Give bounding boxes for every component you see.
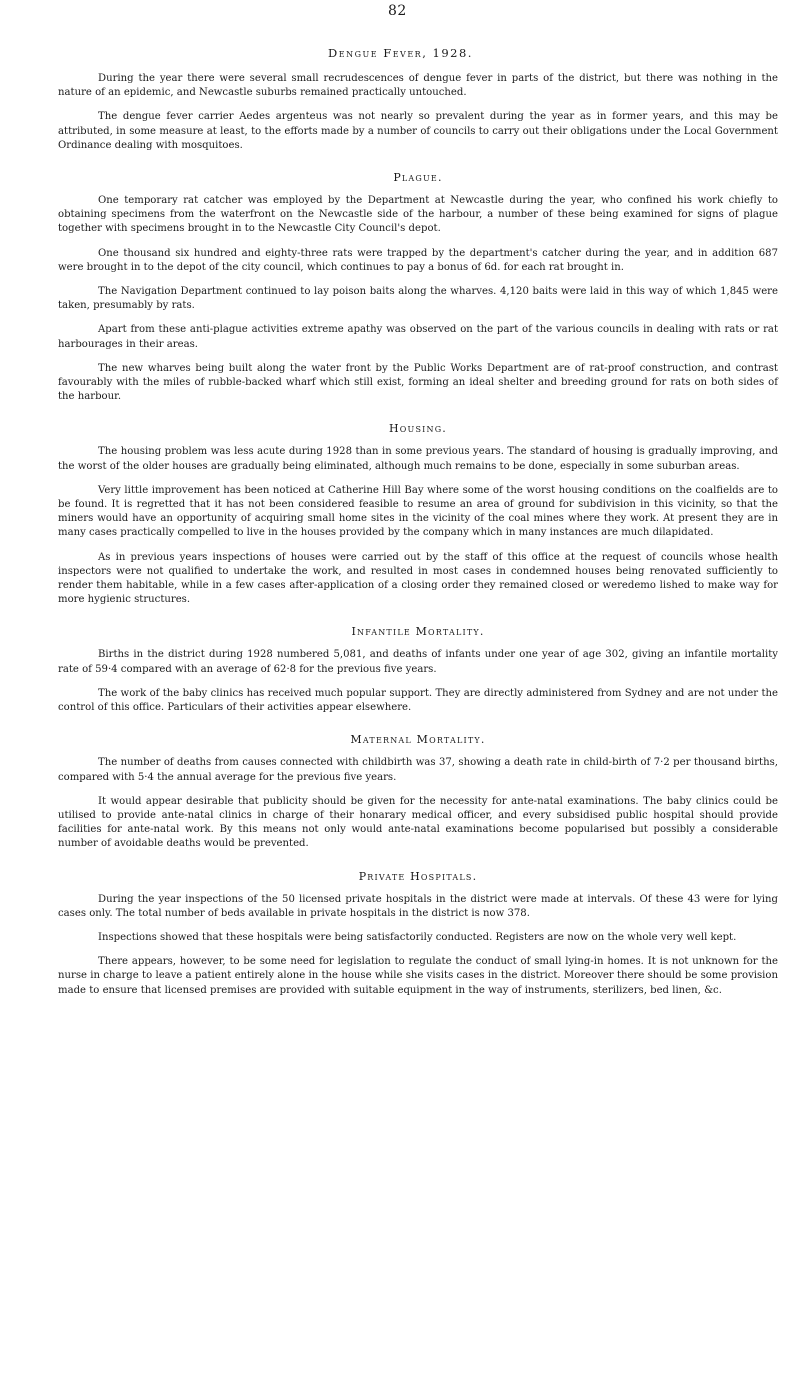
private-hospitals-paragraph: During the year inspections of the 50 licensed private hospitals in the district were made at intervals. Of these 43 were for lying cases only. The total number of beds available in private hospitals in the district is now 378. <box>58 893 778 919</box>
plague-paragraph: Apart from these anti-plague activities extreme apathy was observed on the part of the various councils in dealing with rats or rat harbourages in their areas. <box>58 324 778 350</box>
infantile-mortality-heading: Infantile Mortality. <box>351 625 485 639</box>
maternal-mortality-section <box>58 733 778 851</box>
plague-paragraph: The Navigation Department continued to lay poison baits along the wharves. 4,120 baits were laid in this way of which 1,845 were taken, presumably by rats. <box>58 286 778 312</box>
housing-heading: Housing. <box>388 422 448 436</box>
private-hospitals-paragraph: There appears, however, to be some need for legislation to regulate the conduct of small lying-in homes. It is not unknown for the nurse in charge to leave a patient entirely alone in the house while she visits cases in the district. Moreover there should be some provision made to ensure that licensed premises are provided with suitable equipment in the way of instruments, sterilizers, bed linen, &c. <box>58 956 778 996</box>
page-number: 82 <box>388 3 407 19</box>
infantile-mortality-paragraph: Births in the district during 1928 numbered 5,081, and deaths of infants under one year of age 302, giving an infantile mortality rate of 59·4 compared with an average of 62·8 for the previous five years. <box>58 649 778 675</box>
dengue-section <box>58 72 778 153</box>
dengue-paragraph: During the year there were several small recrudescences of dengue fever in parts of the district, but there was nothing in the nature of an epidemic, and Newcastle suburbs remained practically untouched. <box>58 73 778 99</box>
private-hospitals-heading: Private Hospitals. <box>358 869 478 883</box>
plague-section <box>58 171 778 404</box>
private-hospitals-paragraph: Inspections showed that these hospitals were being satisfactorily conducted. Registers are now on the whole very well kept. <box>98 931 737 943</box>
plague-heading: Plague. <box>393 171 443 185</box>
infantile-mortality-section <box>58 625 778 715</box>
dengue-paragraph: The dengue fever carrier Aedes argenteus was not nearly so prevalent during the year as in former years, and this may be attributed, in some measure at least, to the efforts made by a number of councils to carry out their obligations under the Local Government Ordinance dealing with mosquitoes. <box>58 111 778 151</box>
infantile-mortality-paragraph: The work of the baby clinics has received much popular support. They are directly administered from Sydney and are not under the control of this office. Particulars of their activities appear elsewhere. <box>58 687 778 714</box>
maternal-mortality-paragraph: The number of deaths from causes connected with childbirth was 37, showing a death rate in child-birth of 7·2 per thousand births, compared with 5·4 the annual average for the previous five years. <box>58 757 778 783</box>
housing-paragraph: As in previous years inspections of houses were carried out by the staff of this office at the request of councils whose health inspectors were not qualified to undertake the work, and resulted in most cases in condemned houses being renovated sufficiently to render them habitable, while in a few cases after-application of a closing order they remained closed or weredemo lished to make way for more hygienic structures. <box>58 551 778 606</box>
plague-paragraph: One thousand six hundred and eighty-three rats were trapped by the department's catcher during the year, and in addition 687 were brought in to the depot of the city council, which continues to pay a bonus of 6d. for each rat brought in. <box>58 247 778 273</box>
housing-paragraph: Very little improvement has been noticed at Catherine Hill Bay where some of the worst housing conditions on the coalfields are to be found. It is regretted that it has not been considered feasible to resume an area of ground for subdivision in this vicinity, so that the miners would have an opportunity of acquiring small home sites in the vicinity of the coal mines where they work. At present they are in many cases practically compelled to live in the houses provided by the company which in many instances are much dilapidated. <box>58 484 778 539</box>
housing-section <box>58 422 778 607</box>
page-title: Dengue Fever, 1928. <box>328 46 473 60</box>
maternal-mortality-heading: Maternal Mortality. <box>350 733 486 747</box>
plague-paragraph: One temporary rat catcher was employed by the Department at Newcastle during the year, who confined his work chiefly to obtaining specimens from the waterfront on the Newcastle side of the harbour, a number of these being examined for signs of plague together with specimens brought in to the Newcastle City Council's depot. <box>58 195 778 235</box>
document-body <box>58 66 778 1008</box>
housing-paragraph: The housing problem was less acute during 1928 than in some previous years. The standard of housing is gradually improving, and the worst of the older houses are gradually being eliminated, although much remains to be done, especially in some suburban areas. <box>58 446 778 472</box>
maternal-mortality-paragraph: It would appear desirable that publicity should be given for the necessity for ante-natal examinations. The baby clinics could be utilised to provide ante-natal clinics in charge of their honarary medical officer, and every subsidised public hospital should provide facilities for ante-natal work. By this means not only would ante-natal examinations become popularised but possibly a considerable number of avoidable deaths would be prevented. <box>58 795 778 850</box>
private-hospitals-section <box>58 870 778 998</box>
plague-paragraph: The new wharves being built along the water front by the Public Works Department are of rat-proof construction, and contrast favourably with the miles of rubble-backed wharf which still exist, forming an ideal shelter and breeding ground for rats on both sides of the harbour. <box>58 362 778 403</box>
